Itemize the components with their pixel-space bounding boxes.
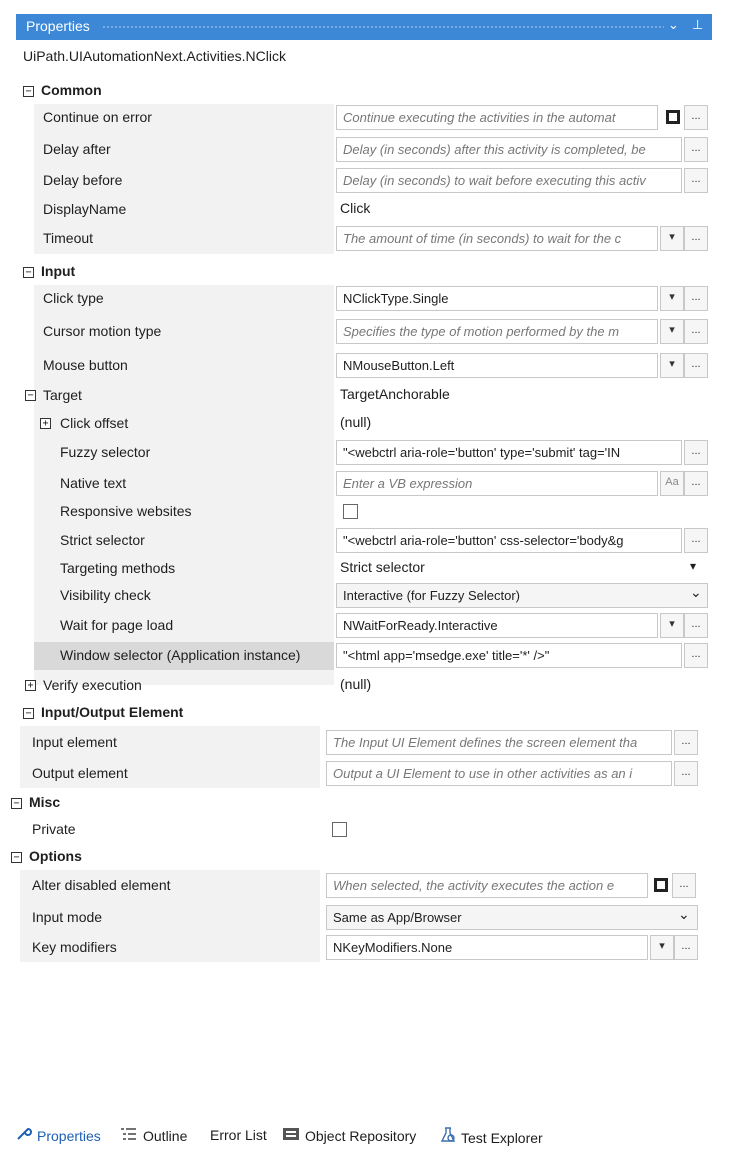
timeout-field[interactable]: The amount of time (in seconds) to wait for the c (336, 226, 658, 251)
collapse-icon[interactable]: − (11, 798, 22, 809)
ellipsis-button[interactable]: ... (684, 286, 708, 311)
section-options[interactable] (11, 846, 691, 870)
dropdown-button[interactable]: ▾ (660, 226, 684, 251)
prop-fuzzy-selector (16, 439, 712, 467)
bottom-tab-bar (16, 1118, 712, 1152)
prop-label: Key modifiers (32, 939, 117, 955)
ellipsis-button[interactable]: ... (684, 226, 708, 251)
collapse-icon[interactable]: − (23, 267, 34, 278)
section-input[interactable] (23, 261, 703, 285)
tab-object-repository[interactable] (282, 1127, 416, 1144)
dropdown-arrow-icon[interactable]: ▾ (690, 559, 697, 573)
cursor-motion-field[interactable]: Specifies the type of motion performed by the m (336, 319, 658, 344)
prop-label: Verify execution (43, 677, 142, 693)
prop-label: Delay after (43, 141, 111, 157)
ellipsis-button[interactable]: ... (684, 471, 708, 496)
alter-disabled-checkbox[interactable] (654, 878, 668, 892)
ellipsis-button[interactable]: ... (684, 319, 708, 344)
section-input-output[interactable] (23, 702, 703, 726)
prop-label: Window selector (Application instance) (60, 647, 301, 663)
wait-page-load-field[interactable]: NWaitForReady.Interactive (336, 613, 658, 638)
continue-on-error-checkbox[interactable] (666, 110, 680, 124)
prop-window-selector (16, 642, 712, 670)
prop-wait-page-load (16, 612, 712, 640)
prop-label: Continue on error (43, 109, 152, 125)
tab-properties[interactable] (16, 1127, 101, 1144)
ellipsis-button[interactable]: ... (684, 137, 708, 162)
visibility-check-select[interactable]: Interactive (for Fuzzy Selector) (336, 583, 708, 608)
prop-delay-before (16, 167, 712, 195)
tab-label: Properties (37, 1128, 101, 1144)
ellipsis-button[interactable]: ... (684, 528, 708, 553)
chevron-down-icon[interactable]: ⌄ (690, 584, 702, 600)
ellipsis-button[interactable]: ... (672, 873, 696, 898)
tab-label: Error List (210, 1127, 267, 1143)
window-selector-field[interactable]: "<html app='msedge.exe' title='*' />" (336, 643, 682, 668)
prop-label: Responsive websites (60, 503, 192, 519)
continue-on-error-field[interactable]: Continue executing the activities in the automat (336, 105, 658, 130)
ellipsis-button[interactable]: ... (684, 353, 708, 378)
click-offset-value: (null) (340, 414, 372, 430)
section-label: Input/Output Element (41, 704, 184, 720)
display-name-value[interactable]: Click (340, 200, 371, 216)
section-common[interactable] (23, 80, 703, 104)
section-label: Common (41, 82, 102, 98)
panel-title-bar[interactable] (16, 14, 712, 40)
private-checkbox[interactable] (332, 822, 347, 837)
dropdown-chevron-icon[interactable]: ⌄ (668, 17, 679, 32)
delay-after-field[interactable]: Delay (in seconds) after this activity is completed, be (336, 137, 682, 162)
responsive-websites-checkbox[interactable] (343, 504, 358, 519)
ellipsis-button[interactable]: ... (684, 168, 708, 193)
text-format-icon[interactable]: Aa (660, 471, 684, 496)
prop-delay-after (16, 136, 712, 164)
prop-label: Wait for page load (60, 617, 174, 633)
panel-title: Properties (26, 18, 90, 34)
prop-input-mode (16, 904, 712, 932)
tab-label: Test Explorer (461, 1130, 543, 1146)
prop-label: Targeting methods (60, 560, 176, 576)
outline-icon (120, 1127, 138, 1144)
prop-label: Timeout (43, 230, 94, 246)
dropdown-button[interactable]: ▾ (650, 935, 674, 960)
dropdown-button[interactable]: ▾ (660, 613, 684, 638)
repository-icon (282, 1127, 300, 1144)
prop-label: Delay before (43, 172, 123, 188)
prop-label: Output element (32, 765, 128, 781)
prop-target (16, 382, 712, 410)
alter-disabled-field[interactable]: When selected, the activity executes the action e (326, 873, 648, 898)
tab-label: Outline (143, 1128, 188, 1144)
prop-label: Target (43, 387, 82, 403)
expand-icon[interactable]: + (25, 680, 36, 691)
collapse-icon[interactable]: − (23, 86, 34, 97)
activity-type: UiPath.UIAutomationNext.Activities.NClick (23, 48, 286, 64)
input-mode-select[interactable]: Same as App/Browser (326, 905, 698, 930)
prop-timeout (16, 225, 712, 253)
section-label: Misc (29, 794, 61, 810)
tab-error-list[interactable] (210, 1127, 267, 1143)
chevron-down-icon[interactable]: ⌄ (678, 906, 690, 922)
strict-selector-field[interactable]: "<webctrl aria-role='button' css-selector='body&g (336, 528, 682, 553)
flask-icon (440, 1127, 456, 1146)
prop-label: Alter disabled element (32, 877, 171, 893)
ellipsis-button[interactable]: ... (684, 440, 708, 465)
prop-label: Fuzzy selector (60, 444, 151, 460)
native-text-field[interactable]: Enter a VB expression (336, 471, 658, 496)
ellipsis-button[interactable]: ... (684, 105, 708, 130)
prop-label: Input mode (32, 909, 103, 925)
prop-click-offset (16, 410, 712, 438)
mouse-button-field[interactable]: NMouseButton.Left (336, 353, 658, 378)
ellipsis-button[interactable]: ... (674, 730, 698, 755)
collapse-icon[interactable]: − (25, 390, 36, 401)
prop-label: Cursor motion type (43, 323, 162, 339)
input-element-field[interactable]: The Input UI Element defines the screen element tha (326, 730, 672, 755)
click-type-field[interactable]: NClickType.Single (336, 286, 658, 311)
section-label: Input (41, 263, 76, 279)
prop-mouse-button (16, 352, 712, 380)
ellipsis-button[interactable]: ... (684, 613, 708, 638)
prop-verify-execution (16, 672, 712, 700)
ellipsis-button[interactable]: ... (674, 761, 698, 786)
tab-label: Object Repository (305, 1128, 417, 1144)
prop-click-type (16, 285, 712, 313)
output-element-field[interactable]: Output a UI Element to use in other activities as an i (326, 761, 672, 786)
pin-icon[interactable]: ⊥ (692, 17, 704, 32)
prop-label: DisplayName (43, 201, 127, 217)
title-grip (102, 25, 664, 29)
expand-icon[interactable]: + (40, 418, 51, 429)
collapse-icon[interactable]: − (11, 852, 22, 863)
prop-cursor-motion (16, 318, 712, 346)
section-misc[interactable] (11, 792, 691, 816)
tab-outline[interactable] (120, 1127, 187, 1144)
properties-panel (13, 14, 712, 1158)
prop-continue-on-error (16, 104, 712, 132)
tab-test-explorer[interactable] (440, 1127, 543, 1146)
dropdown-button[interactable]: ▾ (660, 286, 684, 311)
prop-label: Input element (32, 734, 117, 750)
prop-label: Click offset (60, 415, 129, 431)
prop-label: Private (32, 821, 76, 837)
prop-strict-selector (16, 527, 712, 555)
dropdown-button[interactable]: ▾ (660, 319, 684, 344)
wrench-icon (16, 1127, 32, 1144)
prop-private (16, 816, 712, 844)
delay-before-field[interactable]: Delay (in seconds) to wait before executing this activ (336, 168, 682, 193)
prop-display-name (16, 196, 712, 224)
fuzzy-selector-field[interactable]: "<webctrl aria-role='button' type='submit' tag='IN (336, 440, 682, 465)
prop-targeting-methods (16, 555, 712, 583)
collapse-icon[interactable]: − (23, 708, 34, 719)
ellipsis-button[interactable]: ... (674, 935, 698, 960)
prop-key-modifiers (16, 934, 712, 962)
prop-input-element (16, 729, 712, 757)
prop-responsive-websites (16, 498, 712, 526)
targeting-methods-value[interactable]: Strict selector (340, 559, 425, 575)
section-label: Options (29, 848, 82, 864)
prop-label: Strict selector (60, 532, 145, 548)
prop-label: Visibility check (60, 587, 151, 603)
verify-execution-value: (null) (340, 676, 372, 692)
prop-visibility-check (16, 582, 712, 610)
prop-output-element (16, 760, 712, 788)
ellipsis-button[interactable]: ... (684, 643, 708, 668)
prop-label: Click type (43, 290, 104, 306)
key-modifiers-field[interactable]: NKeyModifiers.None (326, 935, 648, 960)
prop-label: Mouse button (43, 357, 128, 373)
prop-label: Native text (60, 475, 127, 491)
prop-native-text (16, 470, 712, 498)
dropdown-button[interactable]: ▾ (660, 353, 684, 378)
prop-alter-disabled (16, 872, 712, 900)
target-value: TargetAnchorable (340, 386, 450, 402)
